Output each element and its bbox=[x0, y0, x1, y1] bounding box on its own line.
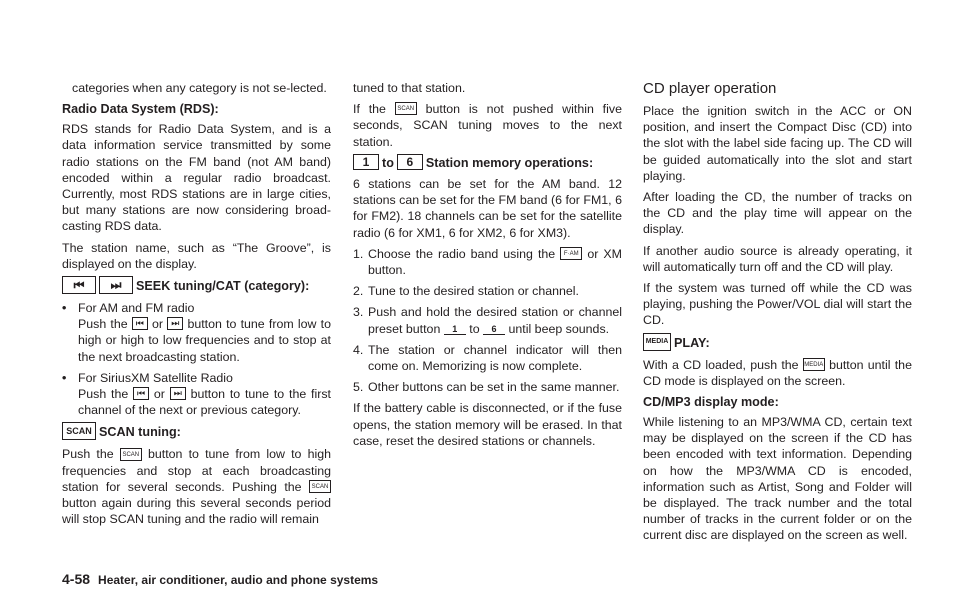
step-1-pre: Choose the radio band using the bbox=[368, 246, 556, 261]
preset-6-icon: 6 bbox=[397, 154, 423, 170]
step-number: 5. bbox=[353, 380, 364, 395]
column-right bbox=[643, 80, 912, 549]
section-title: Heater, air conditioner, audio and phone systems bbox=[98, 573, 379, 587]
step-number: 3. bbox=[353, 305, 364, 320]
scan-icon: SCAN bbox=[62, 422, 96, 440]
step-3-pre: Push and hold the desired station or channel preset button bbox=[368, 305, 622, 336]
scan-mid: button to tune from low to high frequencies and stop at each broadcasting station for several seconds. Pushing the bbox=[62, 447, 331, 494]
seek-am-fm-post: button to tune from low to high or high to low frequencies and to stop at the next broadcasting station. bbox=[78, 317, 331, 364]
seek-heading: SEEK tuning/CAT (category): bbox=[136, 278, 310, 293]
scan-button-icon: SCAN bbox=[309, 480, 331, 493]
seek-prev-icon: ⏮ bbox=[62, 276, 96, 294]
preset-6-icon: 6 bbox=[483, 324, 505, 335]
fm-am-band-icon: F·AM bbox=[560, 247, 582, 260]
scan-continued: tuned to that station. bbox=[353, 81, 466, 95]
seek-bullet-am-fm: • For AM and FM radio bbox=[62, 301, 195, 316]
seek-heading-row bbox=[62, 277, 331, 295]
step-text: Tune to the desired station or channel. bbox=[368, 284, 580, 299]
next-track-icon: ⏭ bbox=[170, 387, 186, 400]
memory-heading-row bbox=[353, 155, 622, 171]
step-number: 4. bbox=[353, 342, 364, 357]
step-text bbox=[368, 304, 622, 336]
rds-paragraph-2: The station name, such as “The Groove”, is displayed on the display. bbox=[62, 240, 331, 271]
seek-bullet-am-fm-label: For AM and FM radio bbox=[78, 301, 195, 316]
step-text: Other buttons can be set in the same manner. bbox=[368, 380, 620, 395]
next-track-icon: ⏭ bbox=[167, 317, 183, 330]
cd-paragraph-1: Place the ignition switch in the ACC or ON position, and insert the Compact Disc (CD) into the slot with the label side facing up. The CD will be guided automatically into the slot and start playing. bbox=[643, 104, 912, 183]
scan-heading: SCAN tuning: bbox=[99, 425, 181, 440]
cd-paragraph-4: If the system was turned off while the CD was playing, pushing the Power/VOL dial will start the CD. bbox=[643, 281, 912, 328]
step-number: 1. bbox=[353, 246, 364, 261]
scan-button-icon: SCAN bbox=[395, 102, 417, 115]
seek-sirius-text bbox=[62, 386, 331, 418]
seek-am-fm-pre: Push the bbox=[78, 317, 128, 332]
step-4 bbox=[353, 342, 622, 374]
rds-heading: Radio Data System (RDS): bbox=[62, 102, 219, 117]
scan-timeout-pre: If the bbox=[353, 102, 386, 117]
step-2 bbox=[353, 283, 622, 299]
step-text bbox=[368, 246, 622, 278]
memory-paragraph: 6 stations can be set for the AM band. 12 stations can be set for the FM band (6 for FM1, 6 for FM2). 18 channels can be set for the satellite radio (6 for XM1, 6 for XM2, 6 for XM3). bbox=[353, 177, 622, 240]
scan-timeout-paragraph bbox=[353, 101, 622, 150]
seek-sirius-pre: Push the bbox=[78, 387, 129, 402]
seek-sirius-or: or bbox=[153, 387, 165, 402]
seek-next-icon: ⏭ bbox=[99, 276, 133, 294]
media-icon: MEDIA bbox=[643, 333, 671, 351]
step-5 bbox=[353, 379, 622, 395]
scan-pre: Push the bbox=[62, 447, 114, 462]
step-3-post: until beep sounds. bbox=[508, 321, 610, 336]
cd-heading: CD player operation bbox=[643, 80, 777, 97]
seek-am-fm-or: or bbox=[152, 317, 164, 332]
play-heading-row bbox=[643, 334, 912, 352]
play-paragraph bbox=[643, 357, 912, 389]
intro-text: categories when any category is not se-lected. bbox=[72, 81, 327, 95]
memory-heading: Station memory operations: bbox=[425, 155, 594, 170]
seek-bullet-sirius: • For SiriusXM Satellite Radio bbox=[62, 370, 233, 385]
step-3 bbox=[353, 304, 622, 336]
mp3-heading: CD/MP3 display mode: bbox=[643, 395, 779, 410]
seek-am-fm-text bbox=[62, 316, 331, 365]
page-number: 4-58 bbox=[62, 571, 91, 587]
seek-bullet-sirius-label: For SiriusXM Satellite Radio bbox=[78, 370, 233, 385]
memory-to: to bbox=[382, 155, 394, 170]
cd-paragraph-2: After loading the CD, the number of tracks on the CD and the play time will appear on the display. bbox=[643, 190, 912, 237]
column-middle bbox=[353, 80, 622, 454]
play-heading: PLAY: bbox=[674, 335, 710, 350]
mp3-paragraph: While listening to an MP3/WMA CD, certain text may be displayed on the screen if the CD has been encoded with text information. Depending on how the MP3/WMA CD is encoded, information such as Artist, Song and Folder will be displayed. The track number and the total number of tracks in the current folder or on the current disc are displayed on the screen as well. bbox=[643, 415, 912, 543]
scan-timeout-post: button is not pushed within five seconds, SCAN tuning moves to the next station. bbox=[353, 102, 622, 149]
scan-heading-row bbox=[62, 423, 331, 441]
step-3-to: to bbox=[469, 321, 480, 336]
preset-1-icon: 1 bbox=[444, 324, 466, 335]
step-number: 2. bbox=[353, 284, 364, 299]
step-1-post: or XM button. bbox=[368, 246, 622, 278]
rds-paragraph-1: RDS stands for Radio Data System, and is a data information service transmitted by some radio stations on the FM band (not AM band) encoded within a regular radio broadcast. Currently, most RDS stations are in large cities, but many stations are now considering broad-casting RDS data. bbox=[62, 122, 331, 234]
play-post: button until the CD mode is displayed on the screen. bbox=[643, 357, 912, 388]
step-text: The station or channel indicator will then come on. Memorizing is now complete. bbox=[368, 342, 622, 374]
battery-paragraph: If the battery cable is disconnected, or if the fuse opens, the station memory will be erased. In that case, reset the desired stations or channels. bbox=[353, 401, 622, 448]
prev-track-icon: ⏮ bbox=[132, 317, 148, 330]
page-footer bbox=[62, 571, 378, 587]
scan-post: button again during this several seconds period will stop SCAN tuning and the radio will remain bbox=[62, 496, 331, 527]
cd-paragraph-3: If another audio source is already operating, it will automatically turn off and the CD will play. bbox=[643, 243, 912, 274]
step-1 bbox=[353, 246, 622, 278]
play-pre: With a CD loaded, push the bbox=[643, 357, 799, 372]
seek-sirius-post: button to tune to the first channel of the next or previous category. bbox=[78, 387, 331, 418]
scan-button-icon: SCAN bbox=[120, 448, 142, 461]
column-left bbox=[62, 80, 331, 532]
preset-1-icon: 1 bbox=[353, 154, 379, 170]
scan-paragraph bbox=[62, 446, 331, 527]
prev-track-icon: ⏮ bbox=[133, 387, 149, 400]
media-button-icon: MEDIA bbox=[803, 358, 825, 371]
